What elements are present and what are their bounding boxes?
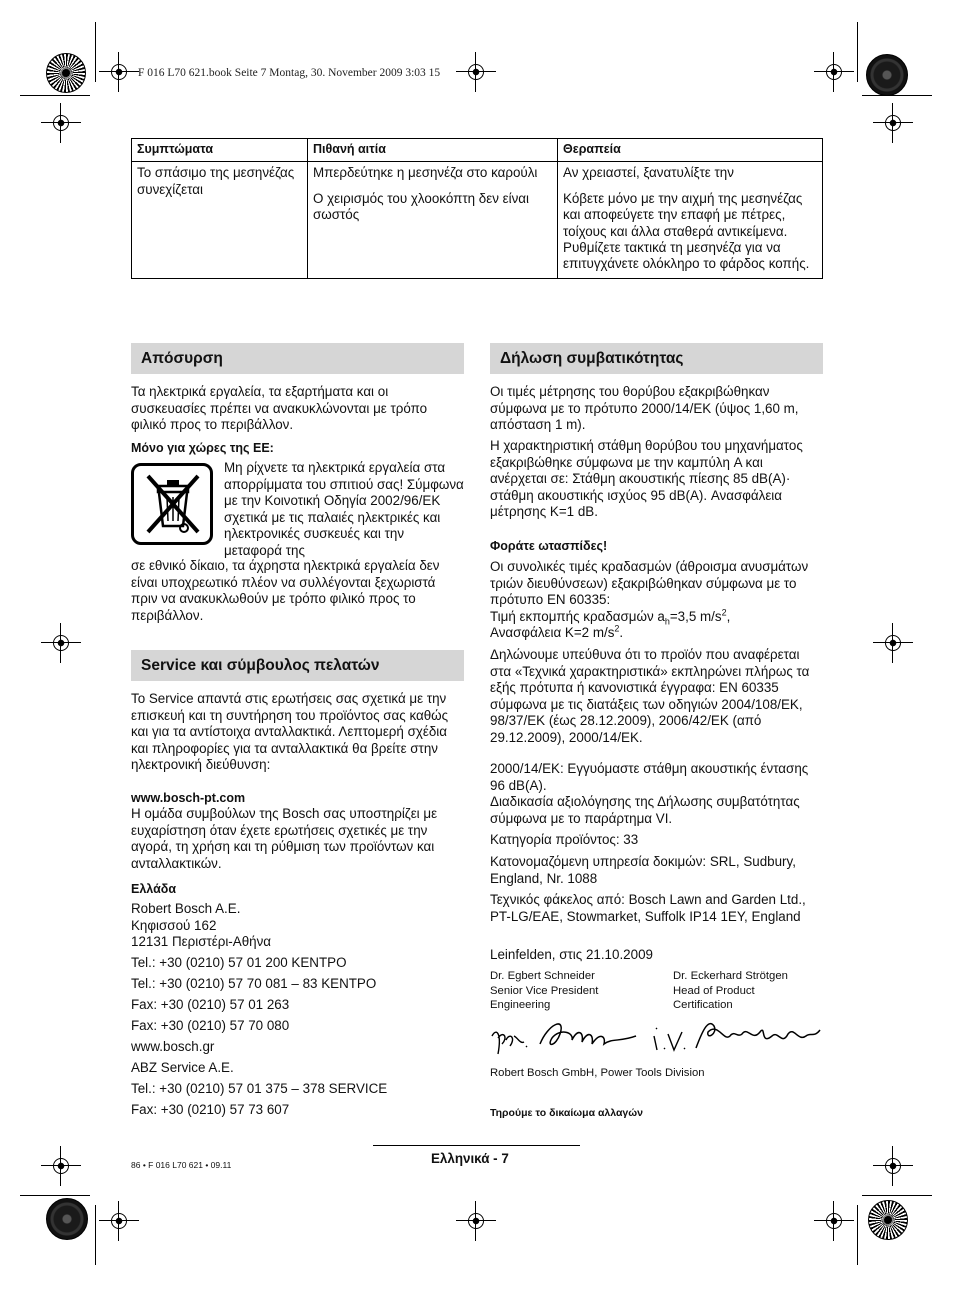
address-block — [131, 901, 464, 951]
footer-rule — [373, 1145, 580, 1146]
address-line: Robert Bosch A.E. — [131, 901, 241, 916]
trim-mark — [857, 1205, 858, 1265]
registration-crosshair-icon — [41, 623, 81, 663]
trim-mark — [20, 95, 90, 96]
trim-mark — [857, 22, 858, 82]
address-line: Κηφισσού 162 — [131, 917, 217, 933]
registration-crosshair-icon — [873, 103, 913, 143]
conformity-p6: Διαδικασία αξιολόγησης της Δήλωσης συμβατότητας σύμφωνα με το παράρτημα VI. — [490, 794, 800, 826]
registration-disc-icon — [46, 1198, 88, 1240]
company-name: Robert Bosch GmbH, Power Tools Division — [490, 1067, 705, 1079]
signer-title: Senior Vice President — [490, 984, 599, 997]
eu-text-full: σε εθνικό δίκαιο, τα άχρηστα ηλεκτρικά εργαλεία δεν είναι υποχρεωτικό πλέον να συλλέγονται ξεχωριστά πριν να ανακυκλωθούν με τρόπο φιλικό προς το περιβάλλον. — [131, 558, 440, 623]
conformity-p4: Δηλώνουμε υπεύθυνα ότι το προϊόν που αναφέρεται στα «Τεχνικά χαρακτηριστικά» εκπληρώνει πλήρως τα εξής πρότυπα ή κανονιστικά έγγραφα: EN 60335 σύμφωνα με τις διατάξεις των οδηγιών 2004/108/ΕΚ, 98/37/ΕΚ (έως 28.12.2009), 2006/42/ΕΚ (από 29.12.2009), 2000/14/ΕΚ. — [490, 647, 810, 745]
symptom-cell — [132, 162, 308, 278]
signer-2 — [673, 969, 823, 1013]
conformity-p3 — [490, 559, 823, 642]
cause-text: Ο χειρισμός του χλοοκόπτη δεν είναι σωστός — [313, 190, 529, 223]
troubleshooting-table — [131, 138, 823, 279]
signature-1-icon — [488, 1014, 643, 1064]
contact-line: Fax: +30 (0210) 57 01 263 — [131, 997, 290, 1012]
remedy-text: Κόβετε μόνο με την αιχμή της μεσηνέζας και αποφεύγετε την επαφή με πέτρες, τοίχους και άλλα σταθερά αντικείμενα. Ρυθμίζετε τακτικά τη μεσηνέζα για να επιτυγχάνετε ολόκληρο το φάρδος κοπής. — [563, 190, 810, 272]
service-url[interactable]: www.bosch-pt.com — [131, 791, 246, 805]
table-header: Πιθανή αιτία — [308, 139, 558, 162]
conformity-p1: Οι τιμές μέτρησης του θορύβου εξακριβώθηκαν σύμφωνα με το πρότυπο 2000/14/ΕΚ (ύψος 1,60 m, απόσταση 1 m). — [490, 384, 799, 432]
conformity-heading: Δήλωση συμβατικότητας — [490, 343, 823, 374]
table-header: Συμπτώματα — [132, 139, 308, 162]
service-heading: Service και σύμβουλος πελατών — [131, 650, 464, 681]
vibration-value: Τιμή εκπομπής κραδασμών $a_h=3,5$ $m/s^2$, — [490, 607, 731, 627]
registration-crosshair-icon — [814, 52, 854, 92]
rights-reserved: Τηρούμε το δικαίωμα αλλαγών — [490, 1107, 643, 1119]
contact-line: Tel.: +30 (0210) 57 01 200 ΚΕΝΤΡΟ — [131, 955, 347, 970]
signer-name: Dr. Eckerhard Strötgen — [673, 970, 788, 982]
footer-code: 86 • F 016 L70 621 • 09.11 — [131, 1160, 232, 1170]
signer-dept: Engineering — [490, 999, 551, 1011]
print-header: F 016 L70 621.book Seite 7 Montag, 30. November 2009 3:03 15 — [138, 67, 441, 79]
registration-crosshair-icon — [873, 1146, 913, 1186]
registration-starburst-icon — [868, 1200, 908, 1240]
cause-cell — [308, 162, 558, 278]
table-header: Θεραπεία — [558, 139, 823, 162]
trim-mark — [20, 1195, 90, 1196]
trim-mark — [95, 1205, 96, 1265]
registration-crosshair-icon — [456, 52, 496, 92]
contact-line[interactable]: www.bosch.gr — [131, 1039, 215, 1054]
contact-line: Tel.: +30 (0210) 57 01 375 – 378 SERVICE — [131, 1081, 388, 1096]
technical-file: Τεχνικός φάκελος από: Bosch Lawn and Garden Ltd., PT-LG/EAE, Stowmarket, Suffolk IP14 1EY, England — [490, 892, 806, 924]
signer-title: Head of Product — [673, 984, 755, 997]
service-advisors: Η ομάδα συμβούλων της Bosch σας υποστηρίζει με ευχαρίστηση όταν έχετε ερωτήσεις σχετικές με την αγορά, τη χρήση και τη ρύθμιση των προϊόντων και ανταλλακτικών. — [131, 806, 438, 871]
trim-mark — [862, 1195, 932, 1196]
eu-text-side: Μη ρίχνετε τα ηλεκτρικά εργαλεία στα απορρίμματα του σπιτιού σας! Σύμφωνα με την Κοινοτική Οδηγία 2002/96/ΕΚ σχετικά με τις παλαιές ηλεκτρικές και ηλεκτρονικές συσκευές και την μεταφορά της — [224, 460, 464, 558]
signer-dept: Certification — [673, 999, 733, 1011]
conformity-p2: Η χαρακτηριστική στάθμη θορύβου του μηχανήματος εξακριβώθηκε σύμφωνα με την καμπύλη A και ανέρχεται σε: Στάθμη ακουστικής πίεσης 85 dB(A)· στάθμη ακουστικής ισχύος 95 dB(A). Ανασφάλεια μέτρησης K=1 dB. — [490, 438, 803, 519]
country-label: Ελλάδα — [131, 882, 177, 896]
registration-crosshair-icon — [873, 623, 913, 663]
contact-line: Tel.: +30 (0210) 57 70 081 – 83 ΚΕΝΤΡΟ — [131, 976, 377, 991]
trim-mark — [95, 22, 96, 82]
address-line: 12131 Περιστέρι-Αθήνα — [131, 934, 272, 949]
page-number: Ελληνικά - 7 — [431, 1151, 509, 1166]
disposal-intro: Τα ηλεκτρικά εργαλεία, τα εξαρτήματα και οι συσκευασίες πρέπει να ανακυκλώνονται με τρόπο φιλικό προς το περιβάλλον. — [131, 384, 428, 432]
vibration-uncertainty: Ανασφάλεια K=2 $m/s^2$. — [490, 623, 624, 640]
signature-2-icon — [648, 1012, 823, 1064]
weee-crossed-bin-icon — [131, 463, 213, 545]
disposal-heading: Απόσυρση — [131, 343, 464, 374]
place-date: Leinfelden, στις 21.10.2009 — [490, 947, 653, 962]
registration-crosshair-icon — [41, 1146, 81, 1186]
contact-line: Fax: +30 (0210) 57 73 607 — [131, 1102, 290, 1117]
signer-name: Dr. Egbert Schneider — [490, 970, 595, 982]
remedy-text: Αν χρειαστεί, ξανατυλίξτε την — [563, 165, 734, 181]
service-intro: Το Service απαντά στις ερωτήσεις σας σχετικά με την επισκευή και τη συντήρηση του προϊόντος σας καθώς και για τα αντίστοιχα ανταλλακτικά. Λεπτομερή σχέδια και πληροφορίες για τα ανταλλακτικά θα βρείτε στην ηλεκτρονική διεύθυνση: — [131, 691, 449, 772]
ear-protection-warning: Φοράτε ωτασπίδες! — [490, 539, 608, 553]
registration-disc-icon — [866, 54, 908, 96]
table-row — [132, 162, 823, 278]
cause-text: Μπερδεύτηκε η μεσηνέζα στο καρούλι — [313, 165, 538, 181]
registration-starburst-icon — [46, 53, 86, 93]
registration-crosshair-icon — [814, 1201, 854, 1241]
testing-body: Κατονομαζόμενη υπηρεσία δοκιμών: SRL, Sudbury, England, Nr. 1088 — [490, 854, 796, 886]
remedy-cell — [558, 162, 823, 278]
registration-crosshair-icon — [41, 103, 81, 143]
conformity-p5: 2000/14/ΕΚ: Εγγυόμαστε στάθμη ακουστικής έντασης 96 dB(A). — [490, 761, 809, 793]
product-category: Κατηγορία προϊόντος: 33 — [490, 832, 639, 847]
registration-crosshair-icon — [456, 1201, 496, 1241]
table-header-row — [132, 139, 823, 162]
registration-crosshair-icon — [99, 52, 139, 92]
vibration-intro: Οι συνολικές τιμές κραδασμών (άθροισμα ανυσμάτων τριών διευθύνσεων) εξακριβώθηκαν σύμφωνα με το πρότυπο EN 60335: — [490, 559, 809, 607]
registration-crosshair-icon — [99, 1201, 139, 1241]
eu-label: Μόνο για χώρες της ΕΕ: — [131, 441, 274, 455]
symptom-text: Το σπάσιμο της μεσηνέζας συνεχίζεται — [137, 165, 295, 197]
contact-line: Fax: +30 (0210) 57 70 080 — [131, 1018, 290, 1033]
signer-1 — [490, 969, 665, 1013]
contact-line: ABZ Service A.E. — [131, 1060, 234, 1075]
trim-mark — [862, 95, 932, 96]
